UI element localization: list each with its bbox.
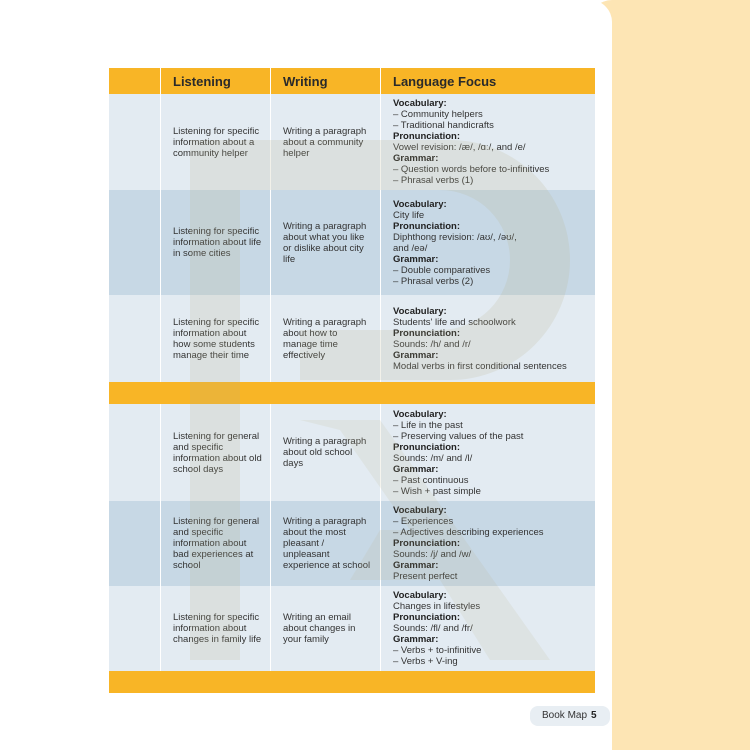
language-focus-item: City life (393, 209, 425, 221)
language-focus-cell (381, 295, 596, 382)
language-focus-item: – Wish + past simple (393, 485, 481, 497)
language-focus-cell (381, 501, 596, 586)
listening-cell (161, 94, 271, 190)
writing-cell (271, 404, 381, 501)
table-row (109, 586, 596, 671)
table-row (109, 404, 596, 501)
language-focus-item: – Adjectives describing experiences (393, 527, 544, 538)
table-row (109, 190, 596, 295)
language-focus-label: Pronunciation: (393, 538, 461, 549)
language-focus-item: – Verbs + to-infinitive (393, 645, 482, 656)
book-map-table (108, 68, 596, 693)
page-number: 5 (591, 710, 597, 721)
row-spacer-cell (109, 295, 161, 382)
listening-cell (161, 190, 271, 295)
language-focus-label: Vocabulary: (393, 408, 447, 420)
header-blank (109, 68, 161, 94)
writing-text: Writing a paragraph about how to manage time effectively (283, 316, 367, 361)
row-spacer-cell (109, 94, 161, 190)
writing-text: Writing a paragraph about the most pleasant / unpleasant experience at school (283, 516, 371, 571)
language-focus-item: Sounds: /j/ and /w/ (393, 549, 472, 560)
table-row (109, 295, 596, 382)
header-writing: Writing (271, 68, 381, 94)
table-header-row (109, 68, 596, 94)
language-focus-item: Students' life and schoolwork (393, 316, 516, 328)
writing-cell (271, 586, 381, 671)
language-focus-item: and /eə/ (393, 242, 428, 254)
listening-cell (161, 586, 271, 671)
language-focus-item: – Community helpers (393, 109, 483, 120)
language-focus-item: – Experiences (393, 516, 454, 527)
language-focus-label: Pronunciation: (393, 327, 461, 339)
language-focus-item: Changes in lifestyles (393, 601, 481, 612)
language-focus-item: Sounds: /m/ and /l/ (393, 452, 473, 464)
language-focus-label: Vocabulary: (393, 198, 447, 210)
row-spacer-cell (109, 501, 161, 586)
writing-cell (271, 190, 381, 295)
language-focus-item: – Life in the past (393, 419, 463, 431)
language-focus-label: Pronunciation: (393, 220, 461, 232)
language-focus-item: Vowel revision: /æ/, /ɑː/, and /e/ (393, 142, 526, 153)
language-focus-label: Grammar: (393, 634, 439, 645)
language-focus-item: – Traditional handicrafts (393, 120, 494, 131)
listening-text: Listening for specific information about life in some cities (173, 226, 262, 259)
listening-cell (161, 404, 271, 501)
listening-text: Listening for specific information about a community helper (173, 125, 260, 159)
language-focus-label: Vocabulary: (393, 505, 447, 516)
writing-text: Writing a paragraph about old school days (283, 436, 367, 469)
language-focus-item: – Verbs + V-ing (393, 656, 458, 667)
header-language-focus: Language Focus (381, 68, 596, 94)
listening-text: Listening for general and specific information about old school days (173, 430, 262, 475)
writing-text: Writing a paragraph about a community helper (283, 125, 367, 159)
unit-separator-bar (109, 382, 596, 404)
language-focus-cell (381, 190, 596, 295)
language-focus-item: – Question words before to-infinitives (393, 164, 550, 175)
language-focus-cell (381, 404, 596, 501)
row-spacer-cell (109, 190, 161, 295)
language-focus-label: Grammar: (393, 463, 439, 475)
language-focus-label: Vocabulary: (393, 305, 447, 317)
language-focus-label: Vocabulary: (393, 590, 447, 601)
language-focus-item: – Phrasal verbs (2) (393, 275, 474, 287)
writing-cell (271, 94, 381, 190)
language-focus-item: – Past continuous (393, 474, 469, 486)
row-spacer-cell (109, 586, 161, 671)
page-footer-tab (530, 706, 610, 726)
page-edge-band (590, 0, 750, 750)
listening-text: Listening for specific information about how some students manage their time (173, 316, 260, 361)
language-focus-label: Vocabulary: (393, 98, 447, 109)
language-focus-item: Modal verbs in first conditional sentences (393, 360, 567, 372)
language-focus-label: Pronunciation: (393, 131, 461, 142)
listening-cell (161, 295, 271, 382)
language-focus-item: Sounds: /h/ and /r/ (393, 338, 471, 350)
book-map-label: Book Map (542, 710, 588, 721)
writing-cell (271, 501, 381, 586)
table-row (109, 501, 596, 586)
language-focus-label: Grammar: (393, 253, 439, 265)
language-focus-item: – Double comparatives (393, 264, 491, 276)
language-focus-label: Grammar: (393, 153, 439, 164)
language-focus-item: – Preserving values of the past (393, 430, 524, 442)
language-focus-item: Diphthong revision: /aʊ/, /əʊ/, (393, 231, 517, 243)
writing-cell (271, 295, 381, 382)
language-focus-cell (381, 94, 596, 190)
language-focus-item: Present perfect (393, 571, 458, 582)
listening-text: Listening for specific information about changes in family life (173, 612, 262, 645)
header-listening: Listening (161, 68, 271, 94)
listening-text: Listening for general and specific information about bad experiences at school (173, 516, 260, 571)
listening-cell (161, 501, 271, 586)
row-spacer-cell (109, 404, 161, 501)
writing-text: Writing a paragraph about what you like or dislike about city life (283, 220, 367, 265)
language-focus-label: Pronunciation: (393, 612, 461, 623)
language-focus-label: Pronunciation: (393, 441, 461, 453)
table-row (109, 94, 596, 190)
table-footer-bar (109, 671, 596, 693)
language-focus-label: Grammar: (393, 560, 439, 571)
language-focus-item: – Phrasal verbs (1) (393, 175, 474, 186)
language-focus-cell (381, 586, 596, 671)
language-focus-label: Grammar: (393, 349, 439, 361)
writing-text: Writing an email about changes in your family (283, 612, 356, 645)
language-focus-item: Sounds: /fl/ and /fr/ (393, 623, 473, 634)
